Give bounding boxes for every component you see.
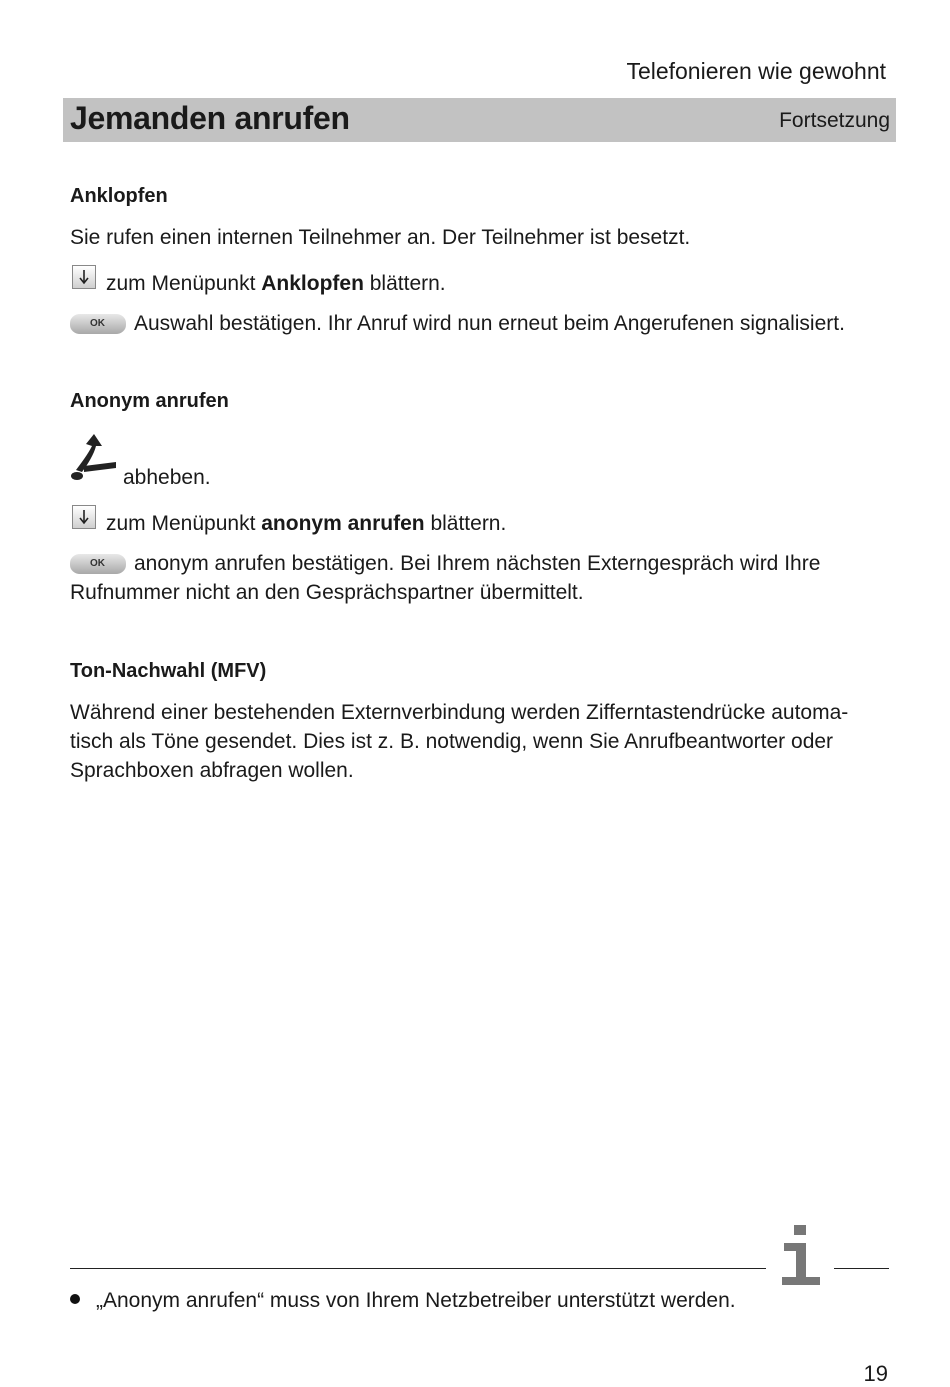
chapter-title: Telefonieren wie gewohnt: [626, 58, 886, 84]
page-number: 19: [863, 1361, 888, 1386]
handset-lift-icon: [68, 432, 120, 484]
section-heading-anonym: Anonym anrufen: [70, 390, 229, 412]
step-text: OK Auswahl bestätigen. Ihr Anruf wird nun erneut beim Angerufenen signalisiert.: [70, 309, 845, 338]
paragraph-line: Während einer bestehenden Externverbindung werden Zifferntastendrücke automa-: [70, 701, 849, 724]
note-item: „Anonym anrufen“ muss von Ihrem Netzbetreiber unterstützt werden.: [70, 1289, 736, 1313]
section-heading-mfv: Ton-Nachwahl (MFV): [70, 660, 267, 682]
section-intro: Sie rufen einen internen Teilnehmer an. Der Teilnehmer ist besetzt.: [70, 226, 691, 249]
ok-key-icon: OK: [70, 314, 126, 334]
step-text: abheben.: [123, 466, 211, 489]
info-icon: [778, 1225, 824, 1287]
divider: [834, 1268, 889, 1269]
arrow-down-key-icon: [72, 265, 96, 289]
bullet-icon: [70, 1294, 80, 1304]
section-heading-anklopfen: Anklopfen: [70, 185, 168, 207]
paragraph-line: tisch als Töne gesendet. Dies ist z. B. notwendig, wenn Sie Anrufbeantworter oder: [70, 730, 834, 753]
continuation-label: Fortsetzung: [779, 109, 890, 132]
divider: [70, 1268, 766, 1269]
step-text: OK anonym anrufen bestätigen. Bei Ihrem nächsten Externgespräch wird Ihre: [70, 549, 820, 578]
page-title: Jemanden anrufen: [70, 100, 350, 136]
arrow-down-key-icon: [72, 505, 96, 529]
step-text-continued: Rufnummer nicht an den Gesprächspartner übermittelt.: [70, 581, 584, 604]
ok-key-icon: OK: [70, 554, 126, 574]
step-text: zum Menüpunkt anonym anrufen blättern.: [106, 512, 507, 535]
title-bar: [63, 98, 896, 142]
paragraph-line: Sprachboxen abfragen wollen.: [70, 759, 354, 782]
step-text: zum Menüpunkt Anklopfen blättern.: [106, 272, 446, 295]
